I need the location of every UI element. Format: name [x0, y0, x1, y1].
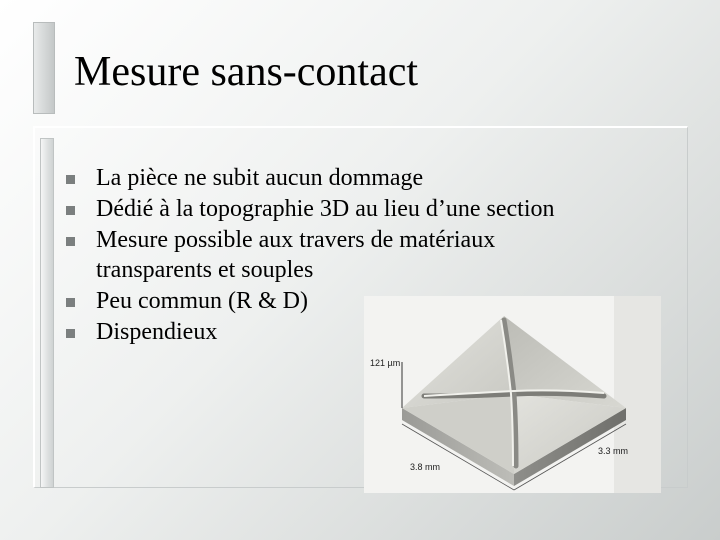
- content-accent-bar: [40, 138, 54, 488]
- topography-3d-render: [364, 296, 661, 493]
- slide-title: Mesure sans-contact: [74, 49, 419, 95]
- bullet-item: [66, 163, 666, 193]
- length-label: 3.8 mm: [410, 462, 441, 472]
- square-bullet-icon: [66, 206, 75, 215]
- bullet-text: Dispendieux: [96, 319, 218, 345]
- square-bullet-icon: [66, 329, 75, 338]
- square-bullet-icon: [66, 237, 75, 246]
- bullet-text: Mesure possible aux travers de matériaux transparents et souples: [96, 227, 496, 283]
- surface-topography-image: [364, 296, 661, 493]
- title-accent-bar: [33, 22, 55, 114]
- square-bullet-icon: [66, 298, 75, 307]
- bullet-text: Peu commun (R & D): [96, 288, 308, 314]
- bullet-item: [66, 194, 666, 224]
- bullet-text: La pièce ne subit aucun dommage: [96, 165, 424, 191]
- background-text-texture: [614, 296, 661, 493]
- bullet-item: [66, 225, 576, 285]
- square-bullet-icon: [66, 175, 75, 184]
- bullet-text: Dédié à la topographie 3D au lieu d’une section: [96, 196, 555, 222]
- width-label: 3.3 mm: [598, 446, 629, 456]
- height-label: 121 µm: [370, 358, 401, 368]
